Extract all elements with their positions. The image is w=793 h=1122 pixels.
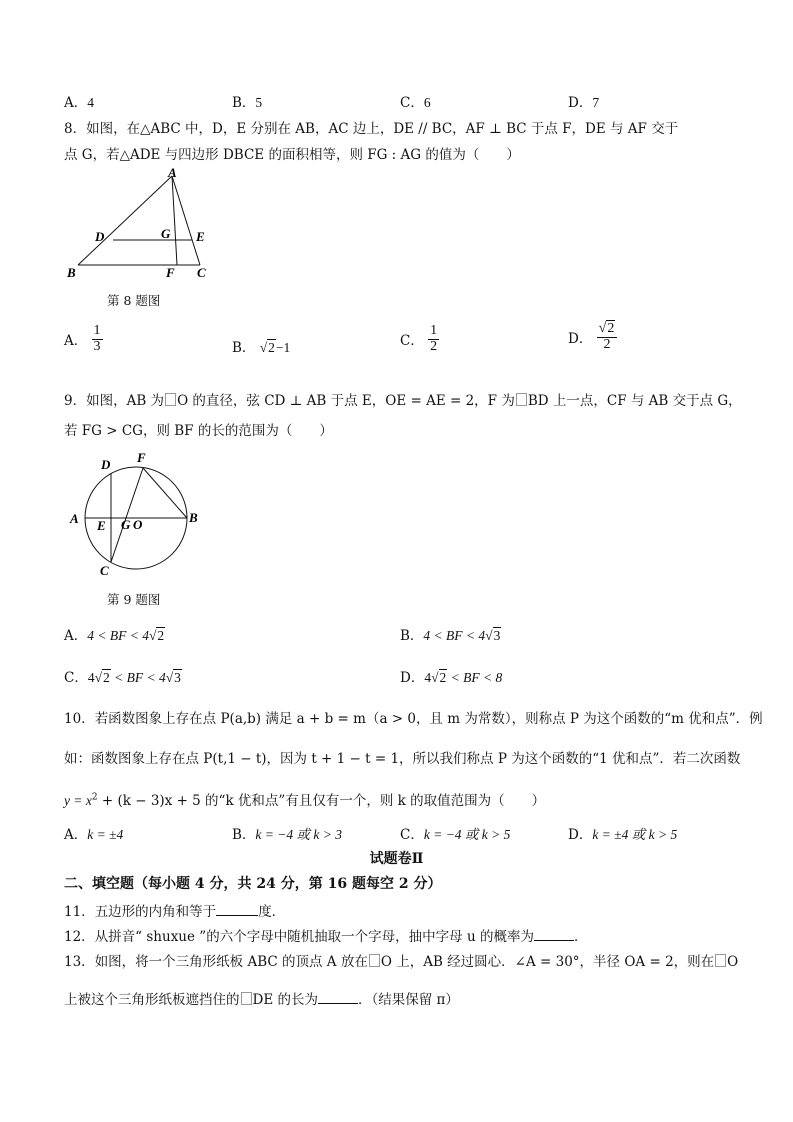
q10-option-b: B．k = −4 或 k > 3 — [232, 827, 342, 843]
q8-option-d: D． $\frac{√2}{2}$ — [568, 322, 617, 352]
q9-figure — [60, 448, 220, 583]
q11-stem: 11．五边形的内角和等于 度． — [64, 904, 286, 920]
q9-option-d: D．4√2 < BF < 8 — [400, 670, 503, 686]
q13-circle-symbol — [369, 954, 380, 967]
q10-option-d: D．k = ±4 或 k > 5 — [568, 827, 678, 843]
q8-label-e: E — [196, 229, 205, 244]
q8-figure — [60, 164, 220, 284]
q9-option-c: C．4√2 < BF < 4√3 — [64, 670, 181, 686]
q8-stem-line2: 点 G，若△ADE 与四边形 DBCE 的面积相等，则 FG : AG 的值为（ ） — [64, 147, 520, 163]
q8-stem-line1: 8．如图，在△ABC 中，D，E 分别在 AB，AC 边上，DE // BC，AF ⊥ BC 于点 F，DE 与 AF 交于 — [64, 121, 679, 137]
q9-label-f: F — [137, 450, 146, 465]
q11-answer-blank[interactable] — [216, 903, 258, 916]
q9-arc-symbol — [516, 393, 527, 406]
q9-stem-line1: 9．如图，AB 为 O 的直径，弦 CD ⊥ AB 于点 E，OE = AE = 2，F 为 BD 上一点，CF 与 AB 交于点 G， — [64, 393, 742, 409]
q8-label-c: C — [197, 265, 206, 280]
section2-heading: 二、填空题（每小题 4 分，共 24 分，第 16 题每空 2 分） — [64, 876, 442, 892]
q12-answer-blank[interactable] — [534, 928, 574, 941]
q8-option-c: C． $\frac{1}{2}$ — [400, 323, 438, 354]
q13-circle-symbol-2 — [715, 954, 726, 967]
q7-option-a: A．4 — [64, 95, 94, 111]
q13-answer-blank[interactable] — [318, 991, 358, 1004]
q10-option-a: A．k = ±4 — [64, 827, 124, 843]
q10-stem-line1: 10．若函数图象上存在点 P(a,b) 满足 a + b = m（a > 0，且 m 为常数），则称点 P 为这个函数的“m 优和点”．例 — [64, 711, 763, 727]
q9-option-a: A．4 < BF < 4√2 — [64, 628, 165, 644]
q9-circle-symbol — [165, 393, 176, 406]
q7-option-b: B．5 — [232, 95, 263, 111]
q9-option-b: B．4 < BF < 4√3 — [400, 628, 501, 644]
q8-figure-caption: 第 8 题图 — [107, 293, 161, 308]
q13-stem-line1: 13．如图，将一个三角形纸板 ABC 的顶点 A 放在 O 上，AB 经过圆心．∠A = 30°，半径 OA = 2，则在 O — [64, 954, 739, 970]
q9-figure-caption: 第 9 题图 — [107, 592, 161, 607]
q10-stem-line2: 如：函数图象上存在点 P(t,1 − t)，因为 t + 1 − t = 1，所以我们称点 P 为这个函数的“1 优和点”．若二次函数 — [64, 751, 741, 767]
q13-arc-symbol — [241, 992, 252, 1005]
q8-option-a: A． $\frac{1}{3}$ — [64, 323, 101, 354]
q13-stem-line2: 上被这个三角形纸板遮挡住的 DE 的长为 ．（结果保留 π） — [64, 992, 459, 1008]
q8-label-a: A — [168, 165, 177, 180]
q8-label-b: B — [67, 265, 76, 280]
q9-chord-cf — [111, 468, 143, 562]
q9-label-b: B — [189, 510, 198, 525]
q9-label-o: O — [133, 517, 143, 532]
q8-side-ab — [78, 176, 172, 265]
q10-option-c: C．k = −4 或 k > 5 — [400, 827, 511, 843]
q8-label-g: G — [161, 226, 171, 241]
q7-option-d: D．7 — [568, 95, 600, 111]
q8-option-b: B． √2−1 — [232, 340, 291, 356]
q8-label-f: F — [166, 265, 175, 280]
q7-option-c: C．6 — [400, 95, 431, 111]
q9-label-d: D — [101, 457, 111, 472]
q9-stem-line2: 若 FG > CG，则 BF 的长的范围为（ ） — [64, 423, 333, 439]
q9-label-c: C — [100, 563, 109, 578]
q9-label-g: G — [121, 517, 131, 532]
q10-stem-line3: $y = x^2 + (k - 3)x + 5$ 的“k 优和点”有且仅有一个，则 k 的取值范围为（ ） — [64, 792, 546, 809]
q8-label-d: D — [95, 229, 105, 244]
q12-stem: 12．从拼音“ shuxue ”的六个字母中随机抽取一个字母，抽中字母 u 的概率为 ． — [64, 929, 588, 945]
q9-label-e: E — [97, 518, 106, 533]
section2-title: 试题卷Ⅱ — [369, 851, 424, 867]
q9-label-a: A — [70, 511, 79, 526]
